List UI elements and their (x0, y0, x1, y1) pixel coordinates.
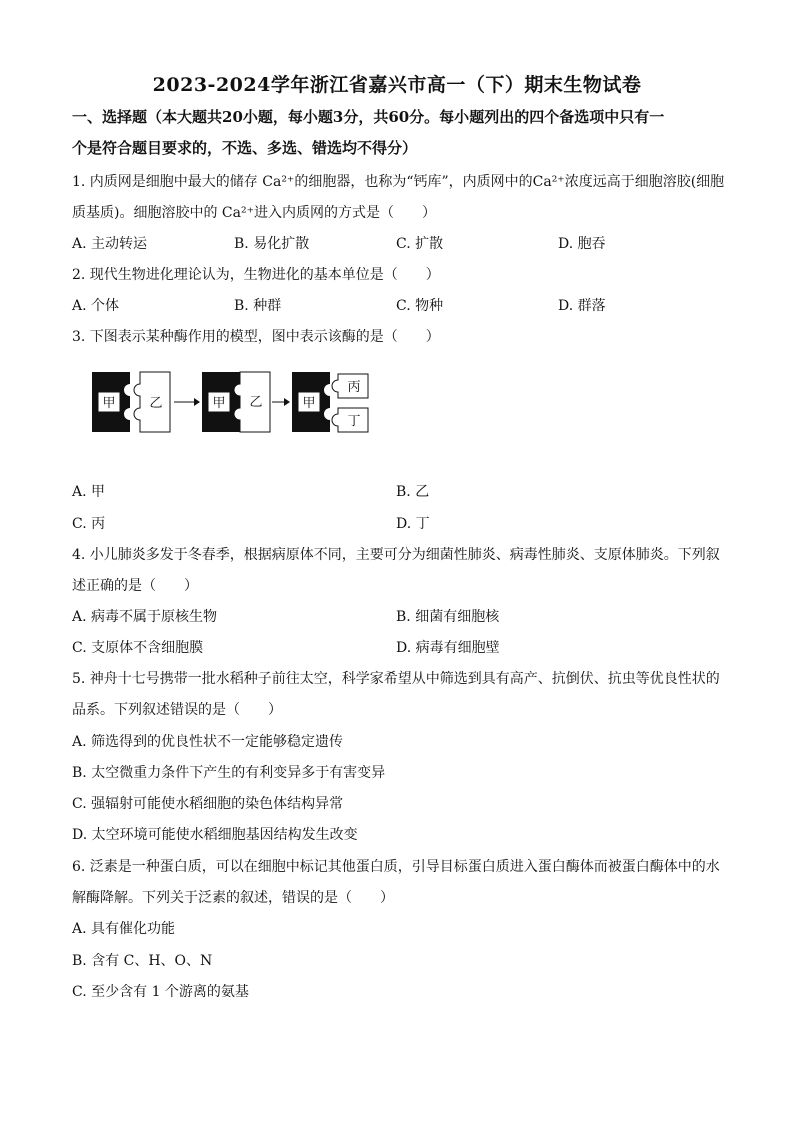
q4-stem-line1: 4. 小儿肺炎多发于冬春季，根据病原体不同，主要可分为细菌性肺炎、病毒性肺炎、支原体肺炎。下列叙 (72, 547, 720, 563)
q3-option-a: A. 甲 (72, 484, 106, 500)
q4-option-a: A. 病毒不属于原核生物 (72, 609, 218, 625)
q4-option-d: D. 病毒有细胞壁 (396, 640, 500, 656)
product-ding-label: 丁 (347, 414, 361, 429)
q5-option-d: D. 太空环境可能使水稻细胞基因结构发生改变 (72, 827, 358, 843)
q1-option-d: D. 胞吞 (558, 236, 606, 252)
q6-option-c: C. 至少含有 1 个游离的氨基 (72, 984, 249, 1000)
arrow-1-head (194, 398, 200, 406)
q4-option-c: C. 支原体不含细胞膜 (72, 640, 204, 656)
enzyme-jia-label-1: 甲 (102, 396, 116, 411)
enzyme-jia-label-2: 甲 (212, 396, 226, 411)
q5-stem-line1: 5. 神舟十七号携带一批水稻种子前往太空，科学家希望从中筛选到具有高产、抗倒伏、抗虫等优良性状的 (72, 671, 720, 687)
section-heading-line1: 一、选择题（本大题共20小题，每小题3分，共60分。每小题列出的四个备选项中只有一 (72, 108, 665, 126)
q1-option-c: C. 扩散 (396, 236, 444, 252)
q6-option-a: A. 具有催化功能 (72, 921, 176, 937)
q1-stem-line2: 质基质)。细胞溶胶中的 Ca²⁺进入内质网的方式是（ ） (72, 205, 436, 221)
substrate-yi-label-2: 乙 (249, 395, 263, 410)
arrow-2-head (284, 398, 290, 406)
q5-stem-line2: 品系。下列叙述错误的是（ ） (72, 702, 282, 718)
q2-option-c: C. 物种 (396, 298, 444, 314)
q1-option-b: B. 易化扩散 (234, 236, 310, 252)
q3-option-b: B. 乙 (396, 484, 430, 500)
q6-option-b: B. 含有 C、H、O、N (72, 953, 213, 969)
q3-option-c: C. 丙 (72, 516, 106, 532)
q6-stem-line2: 解酶降解。下列关于泛素的叙述，错误的是（ ） (72, 890, 394, 906)
q2-stem-line1: 2. 现代生物进化理论认为，生物进化的基本单位是（ ） (72, 267, 440, 283)
q1-stem-line1: 1. 内质网是细胞中最大的储存 Ca²⁺的细胞器，也称为“钙库”，内质网中的Ca²⁺浓度远高于细胞溶胶(细胞 (72, 174, 725, 190)
q2-option-a: A. 个体 (72, 298, 120, 314)
q4-option-b: B. 细菌有细胞核 (396, 609, 500, 625)
section-heading-line2: 个是符合题目要求的，不选、多选、错选均不得分） (72, 139, 418, 157)
q2-option-b: B. 种群 (234, 298, 282, 314)
q3-option-d: D. 丁 (396, 516, 430, 532)
q1-option-a: A. 主动转运 (72, 236, 148, 252)
q6-stem-line1: 6. 泛素是一种蛋白质，可以在细胞中标记其他蛋白质，引导目标蛋白质进入蛋白酶体而被蛋白酶体中的水 (72, 859, 720, 875)
q5-option-a: A. 筛选得到的优良性状不一定能够稳定遗传 (72, 734, 344, 750)
q5-option-c: C. 强辐射可能使水稻细胞的染色体结构异常 (72, 796, 344, 812)
product-bing-label: 丙 (347, 380, 361, 395)
substrate-yi-label-1: 乙 (149, 396, 163, 411)
q3-stem-line1: 3. 下图表示某种酶作用的模型，图中表示该酶的是（ ） (72, 329, 440, 345)
q4-stem-line2: 述正确的是（ ） (72, 578, 198, 594)
enzyme-model-diagram (88, 368, 388, 438)
q2-option-d: D. 群落 (558, 298, 606, 314)
exam-title: 2023-2024学年浙江省嘉兴市高一（下）期末生物试卷 (152, 74, 642, 96)
q5-option-b: B. 太空微重力条件下产生的有利变异多于有害变异 (72, 765, 386, 781)
enzyme-jia-label-3: 甲 (302, 396, 316, 411)
